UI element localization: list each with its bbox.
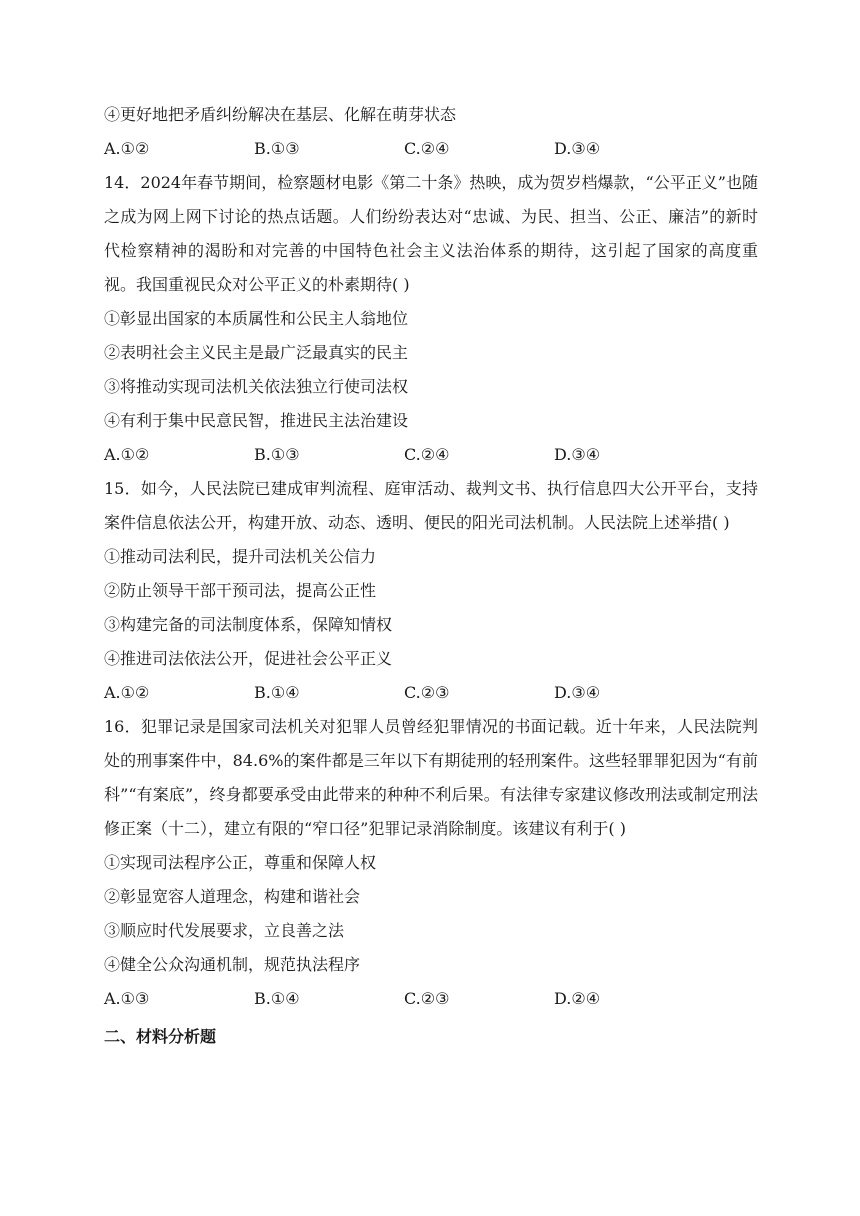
q16-option-d[interactable]: D.②④ xyxy=(554,989,601,1008)
q16-item-2: ②彰显宽容人道理念，构建和谐社会 xyxy=(104,887,361,906)
q13-option-b[interactable]: B.①③ xyxy=(254,139,300,158)
q14-option-c[interactable]: C.②④ xyxy=(404,445,450,464)
q14-item-1: ①彰显出国家的本质属性和公民主人翁地位 xyxy=(104,309,409,328)
q16-option-c[interactable]: C.②③ xyxy=(404,989,450,1008)
q14-option-a[interactable]: A.①② xyxy=(104,445,150,464)
q13-option-c[interactable]: C.②④ xyxy=(404,139,450,158)
q14-options xyxy=(104,438,758,472)
q16-option-a[interactable]: A.①③ xyxy=(104,989,150,1008)
q13-item-4: ④更好地把矛盾纠纷解决在基层、化解在萌芽状态 xyxy=(104,105,457,124)
q14-stem: 14．2024年春节期间，检察题材电影《第二十条》热映，成为贺岁档爆款，“公平正义”也随之成为网上网下讨论的热点话题。人们纷纷表达对“忠诚、为民、担当、公正、廉洁”的新时代检察精神的渴盼和对完善的中国特色社会主义法治体系的期待，这引起了国家的高度重视。我国重视民众对公平正义的朴素期待( ) xyxy=(104,173,758,294)
q16-item-4: ④健全公众沟通机制，规范执法程序 xyxy=(104,955,361,974)
q15-option-c[interactable]: C.②③ xyxy=(404,683,450,702)
q15-options xyxy=(104,676,758,710)
q13-options xyxy=(104,132,758,166)
q16-stem: 16．犯罪记录是国家司法机关对犯罪人员曾经犯罪情况的书面记载。近十年来，人民法院判处的刑事案件中，84.6%的案件都是三年以下有期徒刑的轻刑案件。这些轻罪罪犯因为“有前科”“有案底”，终身都要承受由此带来的种种不利后果。有法律专家建议修改刑法或制定刑法修正案（十二），建立有限的“窄口径”犯罪记录消除制度。该建议有利于( ) xyxy=(104,717,758,838)
q15-item-1: ①推动司法利民，提升司法机关公信力 xyxy=(104,547,377,566)
q14-option-b[interactable]: B.①③ xyxy=(254,445,300,464)
q16-item-3: ③顺应时代发展要求，立良善之法 xyxy=(104,921,345,940)
q14-item-4: ④有利于集中民意民智，推进民主法治建设 xyxy=(104,411,409,430)
q15-stem: 15．如今，人民法院已建成审判流程、庭审活动、裁判文书、执行信息四大公开平台，支持案件信息依法公开，构建开放、动态、透明、便民的阳光司法机制。人民法院上述举措( ) xyxy=(104,479,758,532)
q16-item-1: ①实现司法程序公正，尊重和保障人权 xyxy=(104,853,377,872)
q15-option-a[interactable]: A.①② xyxy=(104,683,150,702)
q15-item-4: ④推进司法依法公开，促进社会公平正义 xyxy=(104,649,393,668)
q13-option-a[interactable]: A.①② xyxy=(104,139,150,158)
q15-option-b[interactable]: B.①④ xyxy=(254,683,300,702)
q14-item-2: ②表明社会主义民主是最广泛最真实的民主 xyxy=(104,343,409,362)
exam-page xyxy=(104,98,758,1054)
q15-item-3: ③构建完备的司法制度体系，保障知情权 xyxy=(104,615,393,634)
q14-option-d[interactable]: D.③④ xyxy=(554,445,601,464)
q16-option-b[interactable]: B.①④ xyxy=(254,989,300,1008)
q15-option-d[interactable]: D.③④ xyxy=(554,683,601,702)
q15-item-2: ②防止领导干部干预司法，提高公正性 xyxy=(104,581,377,600)
q14-item-3: ③将推动实现司法机关依法独立行使司法权 xyxy=(104,377,409,396)
q16-options xyxy=(104,982,758,1016)
section-heading: 二、材料分析题 xyxy=(104,1027,217,1046)
q13-option-d[interactable]: D.③④ xyxy=(554,139,601,158)
